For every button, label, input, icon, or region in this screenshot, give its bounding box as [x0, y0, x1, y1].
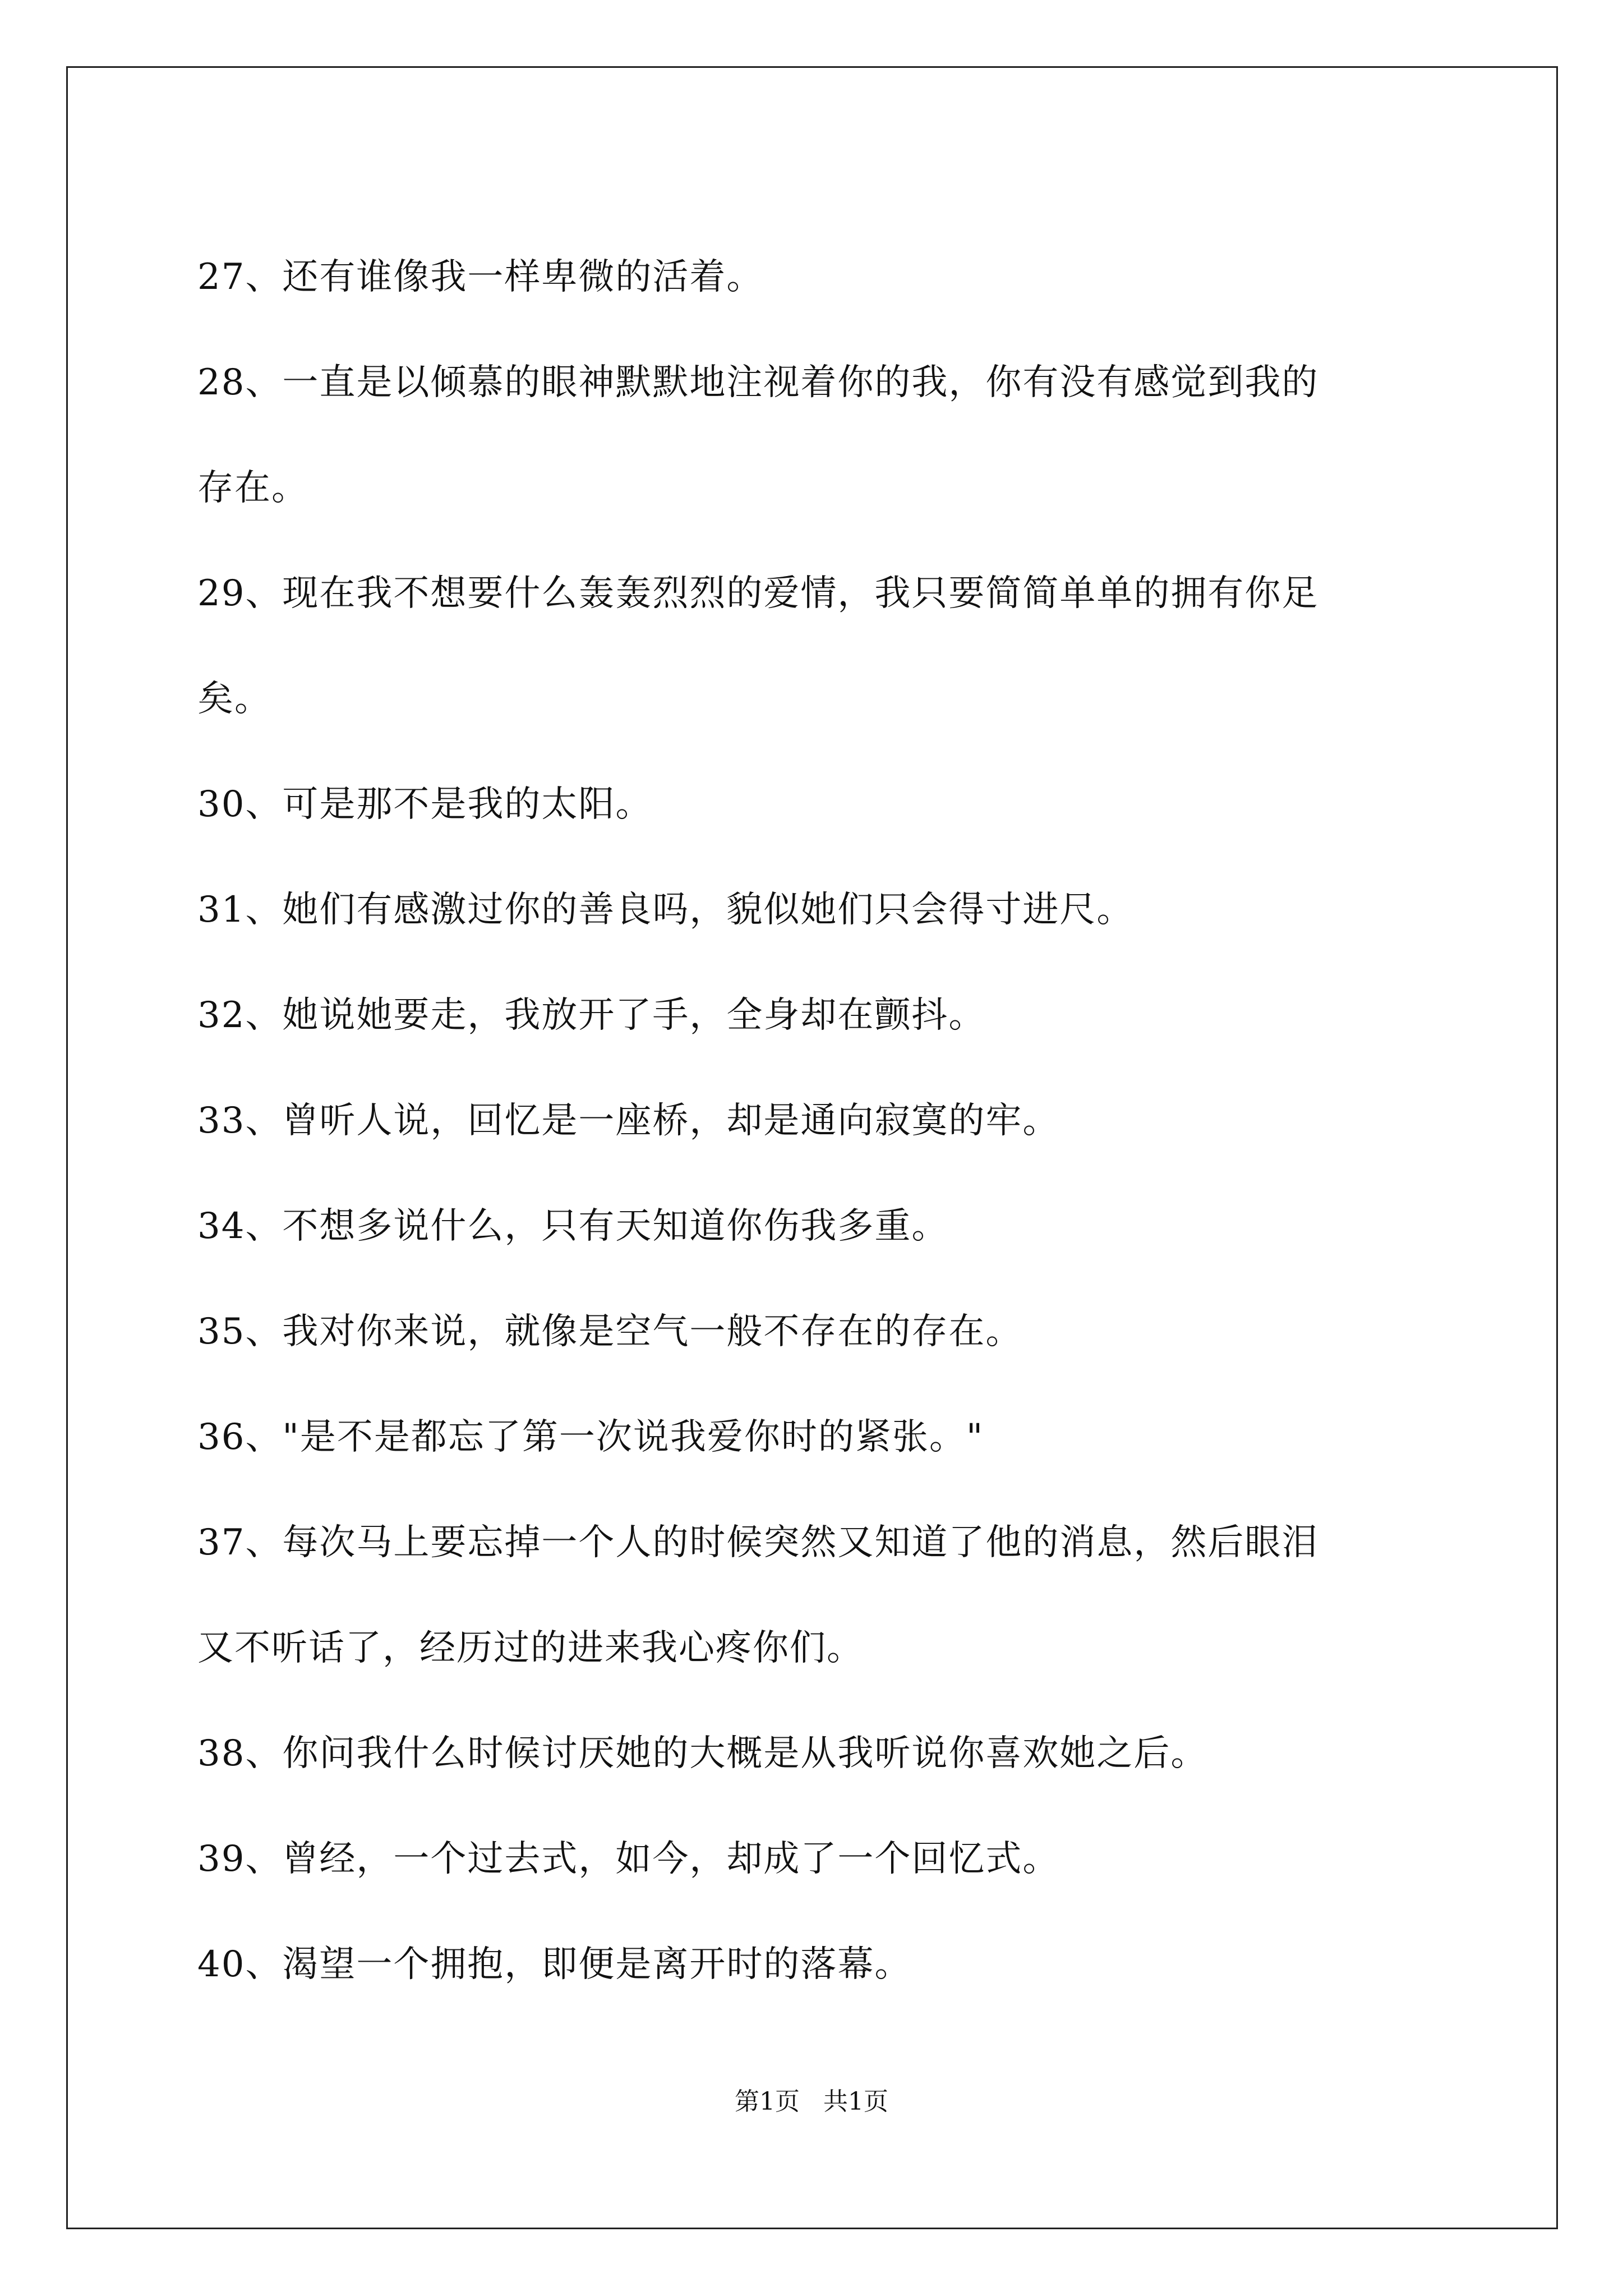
text-line: 28、一直是以倾慕的眼神默默地注视着你的我，你有没有感觉到我的 [197, 362, 1319, 403]
page-number-current: 第1页 [735, 2087, 800, 2116]
text-line: 又不听话了，经历过的进来我心疼你们。 [197, 1627, 864, 1669]
text-line: 35、我对你来说，就像是空气一般不存在的存在。 [197, 1311, 1023, 1352]
text-line: 30、可是那不是我的太阳。 [197, 784, 653, 825]
text-line: 36、"是不是都忘了第一次说我爱你时的紧张。" [197, 1416, 984, 1458]
text-line: 矣。 [197, 678, 271, 720]
text-line: 存在。 [197, 467, 308, 509]
text-line: 27、还有谁像我一样卑微的活着。 [197, 256, 764, 298]
text-line: 38、你问我什么时候讨厌她的大概是从我听说你喜欢她之后。 [197, 1733, 1208, 1774]
text-line: 37、每次马上要忘掉一个人的时候突然又知道了他的消息，然后眼泪 [197, 1522, 1319, 1563]
text-line: 34、不想多说什么，只有天知道你伤我多重。 [197, 1205, 949, 1247]
text-line: 31、她们有感激过你的善良吗，貌似她们只会得寸进尺。 [197, 889, 1134, 931]
text-line: 29、现在我不想要什么轰轰烈烈的爱情，我只要简简单单的拥有你足 [197, 573, 1319, 614]
document-body [197, 224, 1465, 2017]
text-line: 33、曾听人说，回忆是一座桥，却是通向寂寞的牢。 [197, 1100, 1060, 1142]
page-number-total: 共1页 [823, 2087, 888, 2116]
page-footer [0, 2081, 1623, 2117]
text-line: 32、她说她要走，我放开了手，全身却在颤抖。 [197, 995, 986, 1036]
text-line: 39、曾经，一个过去式，如今，却成了一个回忆式。 [197, 1838, 1060, 1880]
text-line: 40、渴望一个拥抱，即便是离开时的落幕。 [197, 1944, 912, 1985]
